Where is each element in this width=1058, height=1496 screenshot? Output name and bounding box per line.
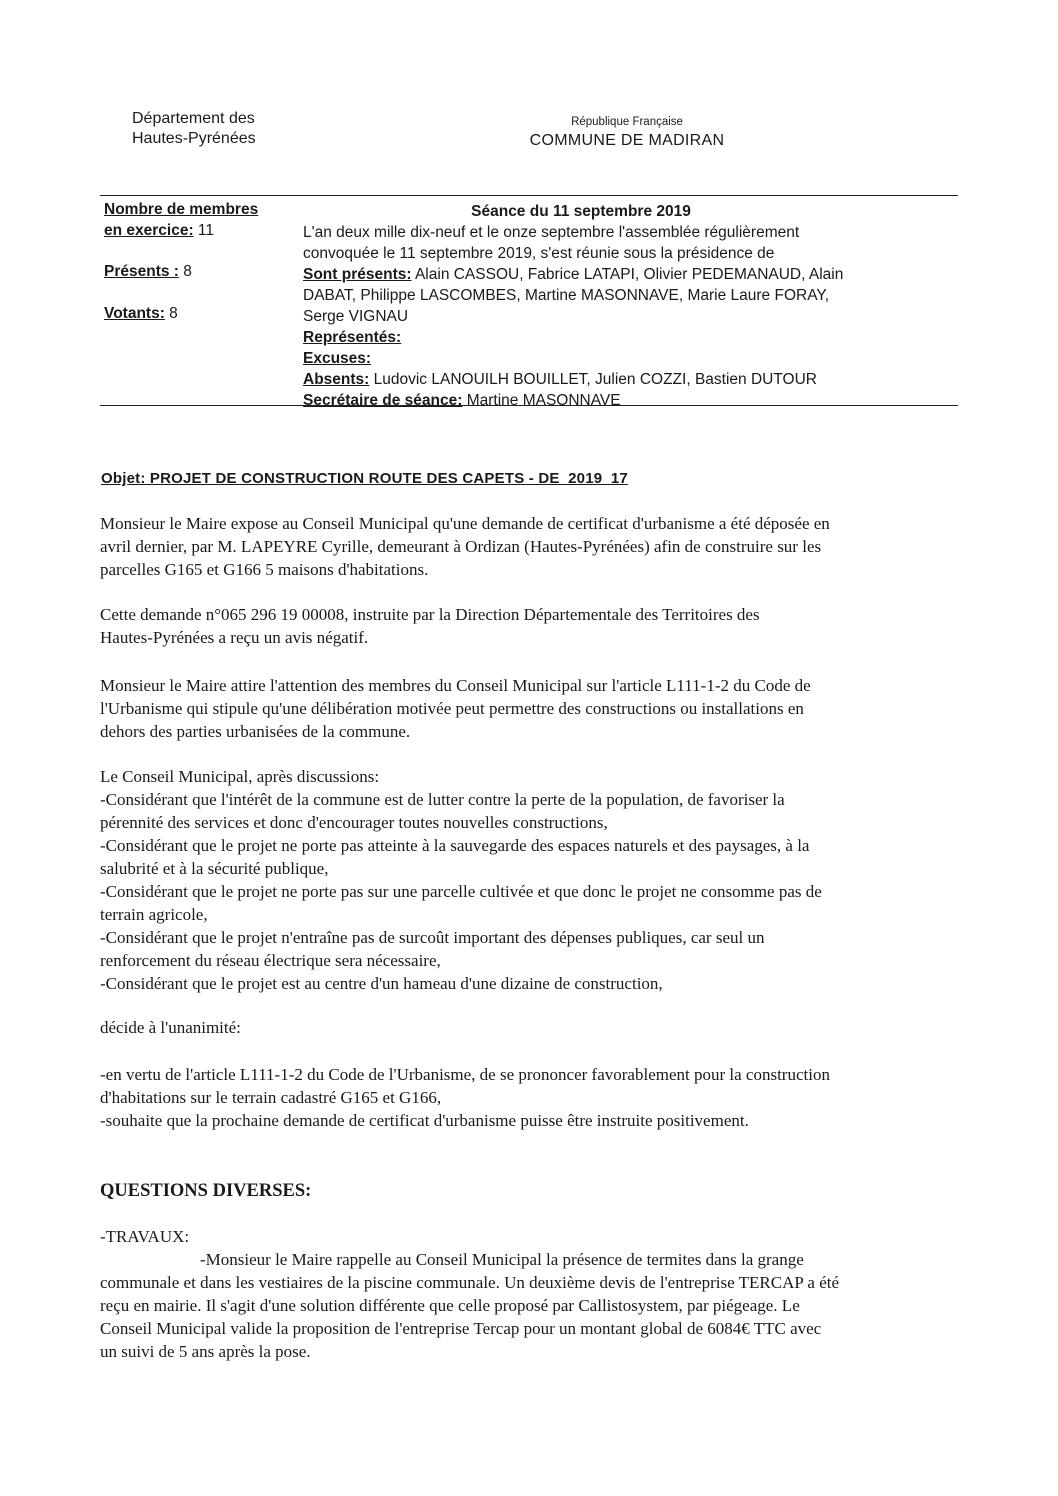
intro-line1: L'an deux mille dix-neuf et le onze septembre l'assemblée régulièrement: [303, 224, 800, 241]
travaux-paragraph: -Monsieur le Maire rappelle au Conseil Municipal la présence de termites dans la grange communale et dans les vestiaires de la piscine communale. Un deuxième devis de l'entreprise TERCAP a été reçu en mairie. Il s'agit d'une solution différente que celle proposé par Callistosystem, par piégeage. Le Conseil Municipal valide la proposition de l'entreprise Tercap pour un montant global de 6084€ TTC avec un suivi de 5 ans après la pose.: [100, 1250, 840, 1361]
absents-heading: Absents:: [303, 371, 370, 388]
votants-row: [104, 305, 178, 323]
presents-line1: [303, 264, 953, 285]
intro-line2: convoquée le 11 septembre 2019, s'est réunie sous la présidence de: [303, 245, 775, 262]
presents-names: Alain CASSOU, Fabrice LATAPI, Olivier PEDEMANAUD, Alain: [411, 266, 844, 283]
commune-name: COMMUNE DE MADIRAN: [529, 132, 725, 149]
members-label: Nombre de membres: [104, 201, 259, 218]
excuses-heading: Excuses:: [303, 350, 372, 367]
table-top-rule: [100, 195, 958, 196]
seance-details: [303, 201, 953, 411]
votants-label: Votants:: [104, 305, 165, 322]
considerants-intro: Le Conseil Municipal, après discussions:: [100, 767, 380, 786]
absents-names: Ludovic LANOUILH BOUILLET, Julien COZZI, Bastien DUTOUR: [369, 371, 817, 388]
department-line2: Hautes-Pyrénées: [132, 130, 256, 147]
department-block: [132, 109, 256, 149]
secretaire-heading: Secrétaire de séance:: [303, 392, 463, 409]
secretaire-line: [303, 390, 953, 411]
exercise-label: en exercice:: [104, 222, 194, 239]
table-bottom-rule: [100, 405, 958, 406]
paragraph-article: Monsieur le Maire attire l'attention des membres du Conseil Municipal sur l'article L111-1-2 du Code de l'Urbanisme qui stipule qu'une délibération motivée peut permettre des constructions ou installations en dehors des parties urbanisées de la commune.: [100, 676, 811, 741]
considerants-list: Le Conseil Municipal, après discussions: -Considérant que l'intérêt de la commune est de lutter contre la perte de la population, de favoriser la pérennité des services et donc d'encourager toutes nouvelles constructions, -Considérant que le projet ne porte pas atteinte à la sauvegarde des espaces naturels et des paysages, à la salubrité et à la sécurité publique, -Considérant que le projet ne porte pas sur une parcelle cultivée et que donc le projet ne consomme pas de terrain agricole, -Considérant que le projet n'entraîne pas de surcoût important des dépenses publiques, car seul un renforcement du réseau électrique sera nécessaire, -Considérant que le projet est au centre d'un hameau d'une dizaine de construction,: [100, 765, 955, 995]
presents-row: [104, 263, 192, 281]
presents-heading: Sont présents:: [303, 266, 412, 283]
absents-line: [303, 369, 953, 390]
votants-value: 8: [164, 305, 178, 322]
decision-list: -en vertu de l'article L111-1-2 du Code de l'Urbanisme, de se prononcer favorablement pour la construction d'habitations sur le terrain cadastré G165 et G166, -souhaite que la prochaine demande de certificat d'urbanisme puisse être instruite positivement.: [100, 1065, 830, 1130]
republic-label: République Française: [571, 116, 683, 128]
exercise-row: [104, 222, 214, 240]
representes-heading: Représentés:: [303, 329, 402, 346]
seance-title: Séance du 11 septembre 2019: [471, 203, 691, 220]
travaux-label: -TRAVAUX:: [100, 1227, 190, 1246]
exercise-value: 11: [193, 222, 215, 239]
presents-label: Présents :: [104, 263, 179, 280]
secretaire-name: Martine MASONNAVE: [462, 392, 621, 409]
department-line1: Département des: [132, 110, 255, 127]
paragraph-demande: Monsieur le Maire expose au Conseil Municipal qu'une demande de certificat d'urbanisme a été déposée en avril dernier, par M. LAPEYRE Cyrille, demeurant à Ordizan (Hautes-Pyrénées) afin de construire sur les parcelles G165 et G166 5 maisons d'habitations.: [100, 514, 830, 579]
presents-line2: DABAT, Philippe LASCOMBES, Martine MASONNAVE, Marie Laure FORAY,: [303, 287, 830, 304]
decision-label: décide à l'unanimité:: [100, 1018, 241, 1037]
republic-block: [520, 115, 734, 152]
questions-heading: QUESTIONS DIVERSES:: [100, 1181, 312, 1201]
objet-heading: Objet: PROJET DE CONSTRUCTION ROUTE DES CAPETS - DE_2019_17: [101, 470, 628, 487]
presents-value: 8: [178, 263, 192, 280]
paragraph-avis: Cette demande n°065 296 19 00008, instruite par la Direction Départementale des Territoires des Hautes-Pyrénées a reçu un avis négatif.: [100, 605, 760, 647]
presents-line3: Serge VIGNAU: [303, 308, 409, 325]
